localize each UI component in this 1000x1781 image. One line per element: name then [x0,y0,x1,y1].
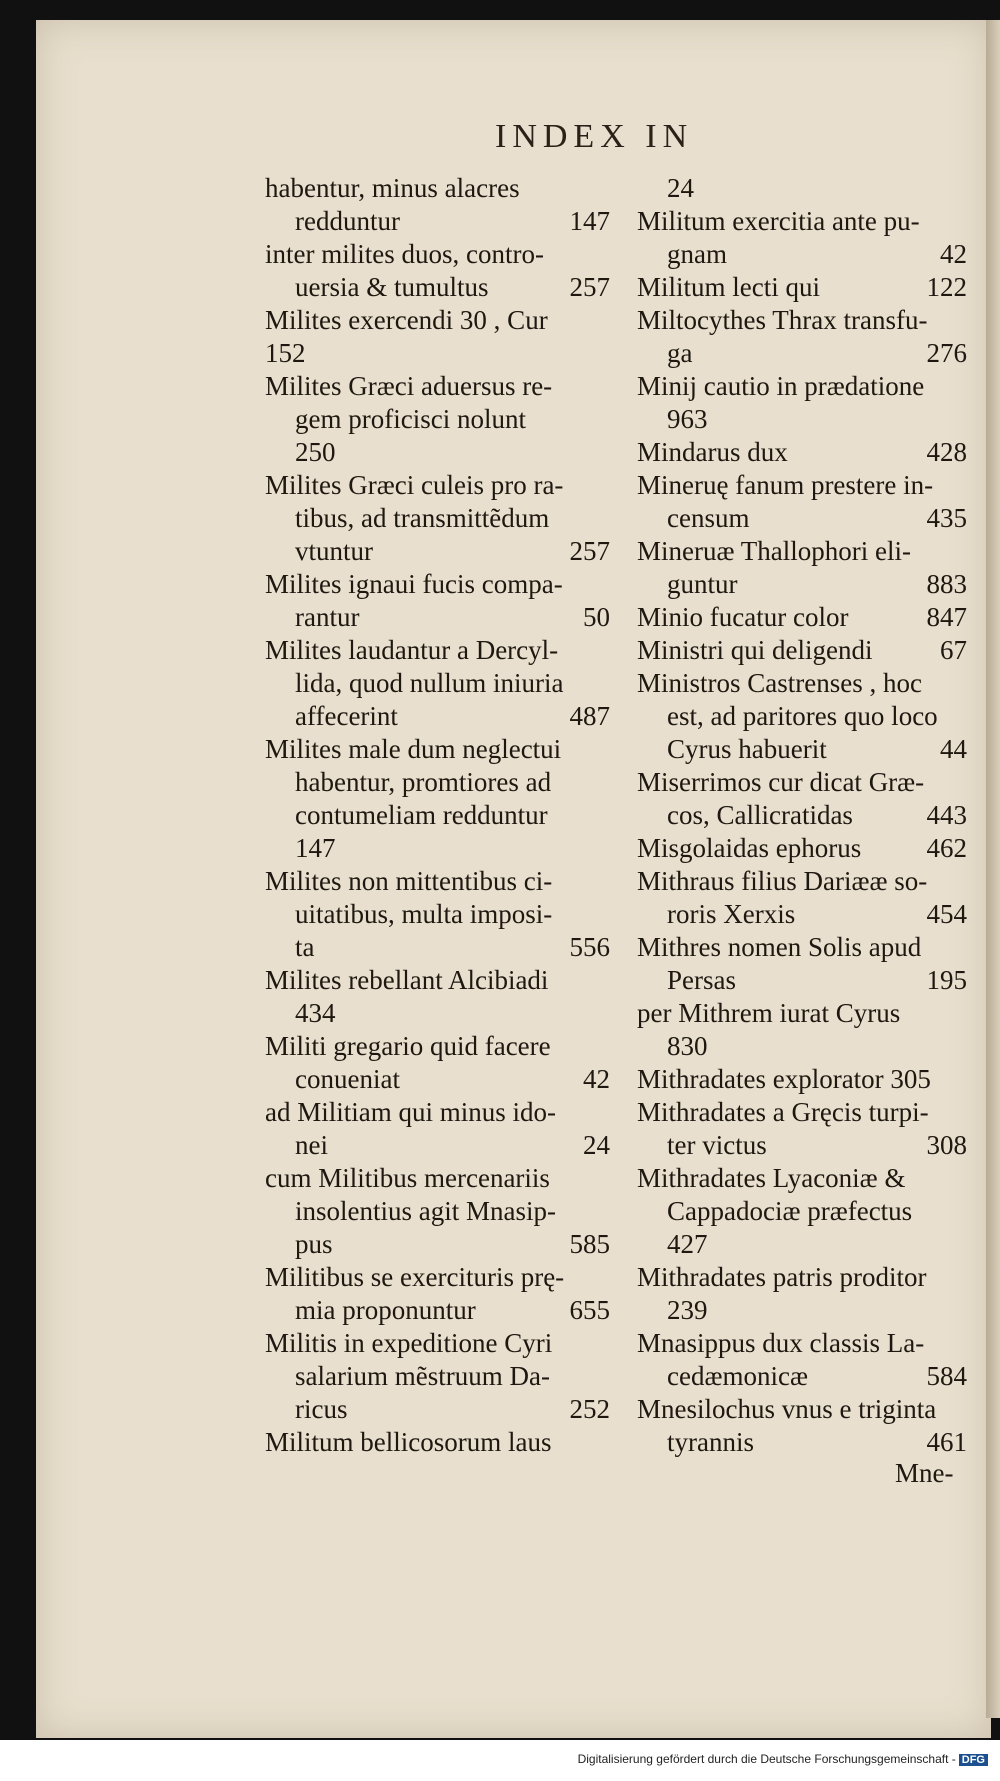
index-entry-line [637,931,967,964]
index-entry-line [637,799,967,832]
index-entry-line [637,964,967,997]
index-entry-line [265,1030,610,1063]
index-entry-line [637,832,967,865]
index-entry-line [265,337,610,370]
index-entry-text: insolentius agit Mnasip- [295,1196,556,1226]
index-entry-text: rantur [295,602,360,632]
index-entry-line [637,997,967,1030]
index-entry-line [637,403,967,436]
index-entry-page-number: 195 [926,965,967,995]
index-entry-page-number: 147 [569,206,610,236]
index-entry-line [265,997,610,1030]
index-entry-text: per Mithrem iurat Cyrus [637,998,901,1028]
index-entry-line [637,172,967,205]
index-entry-line [265,1195,610,1228]
index-entry-text: 152 [265,338,306,368]
index-entry-text: Militum bellicosorum laus [265,1427,552,1457]
index-entry-text: ter victus [667,1130,767,1160]
index-entry-text: Miltocythes Thrax transfu- [637,305,928,335]
index-entry-page-number: 585 [569,1229,610,1259]
index-entry-line [265,1063,610,1096]
index-entry-text: Mithradates Lyaconiæ & [637,1163,906,1193]
index-entry-line [637,1129,967,1162]
index-entry-line [637,304,967,337]
index-entry-text: guntur [667,569,738,599]
index-entry-line [265,403,610,436]
index-entry-text: Militibus se exercituris prę- [265,1262,565,1292]
index-entry-line [265,304,610,337]
index-entry-text: tibus, ad transmittẽdum [295,503,550,533]
index-entry-line [637,469,967,502]
index-entry-page-number: 50 [583,602,610,632]
index-entry-text: Mithradates explorator 305 [637,1064,931,1094]
index-entry-text: gem proficisci nolunt [295,404,526,434]
index-entry-page-number: 487 [569,701,610,731]
index-entry-line [265,634,610,667]
index-entry-line [637,766,967,799]
index-entry-page-number: 42 [940,239,967,269]
index-entry-line [265,502,610,535]
index-entry-line [265,667,610,700]
index-entry-page-number: 584 [926,1361,967,1391]
index-entry-line [265,1294,610,1327]
index-entry-line [265,799,610,832]
index-entry-text: 147 [295,833,336,863]
index-entry-text: mia proponuntur [295,1295,476,1325]
index-entry-line [637,1063,967,1096]
index-entry-text: Persas [667,965,736,995]
index-entry-line [265,1327,610,1360]
index-entry-line [637,502,967,535]
index-entry-line [637,238,967,271]
index-entry-line [637,1030,967,1063]
index-entry-line [265,205,610,238]
index-entry-line [265,865,610,898]
index-entry-text: Miserrimos cur dicat Græ- [637,767,925,797]
index-entry-text: pus [295,1229,333,1259]
index-entry-line [265,238,610,271]
index-entry-text: Mineruę fanum prestere in- [637,470,934,500]
index-entry-line [265,766,610,799]
index-entry-line [265,172,610,205]
index-entry-page-number: 67 [940,635,967,665]
index-entry-text: ta [295,932,315,962]
index-entry-text: Cappadociæ præfectus [667,1196,913,1226]
index-entry-text: Militum exercitia ante pu- [637,206,920,236]
index-entry-text: Mithraus filius Dariææ so- [637,866,928,896]
index-entry-text: Mithradates a Gręcis turpi- [637,1097,929,1127]
index-entry-text: contumeliam redduntur [295,800,548,830]
index-entry-line [265,1129,610,1162]
index-entry-line [637,634,967,667]
index-entry-text: cos, Callicratidas [667,800,853,830]
index-entry-line [637,1228,967,1261]
footer-credit-text: Digitalisierung gefördert durch die Deutsche Forschungsgemeinschaft - [577,1752,956,1766]
index-entry-line [637,337,967,370]
index-entry-line [637,370,967,403]
index-entry-text: Mnesilochus vnus e triginta [637,1394,937,1424]
index-entry-page-number: 257 [569,536,610,566]
index-entry-text: est, ad paritores quo loco [667,701,938,731]
index-entry-page-number: 257 [569,272,610,302]
index-entry-text: Militi gregario quid facere [265,1031,551,1061]
index-entry-page-number: 655 [569,1295,610,1325]
index-entry-text: Mindarus dux [637,437,788,467]
index-entry-page-number: 443 [926,800,967,830]
index-entry-text: Ministros Castrenses , hoc [637,668,922,698]
index-entry-text: Milites Græci culeis pro ra- [265,470,564,500]
index-entry-line [637,1393,967,1426]
index-entry-line [637,1261,967,1294]
index-entry-line [265,1228,610,1261]
index-entry-page-number: 428 [926,437,967,467]
index-entry-text: Ministri qui deligendi [637,635,873,665]
index-entry-line [637,700,967,733]
index-entry-line [265,1426,610,1459]
index-entry-text: inter milites duos, contro- [265,239,544,269]
index-entry-line [265,271,610,304]
index-entry-line [637,205,967,238]
index-entry-text: uersia & tumultus [295,272,489,302]
index-entry-line [637,601,967,634]
index-column-left [265,172,610,1459]
index-entry-line [637,1426,967,1459]
running-head: INDEX IN [495,118,694,155]
index-entry-text: vtuntur [295,536,373,566]
index-entry-line [265,1393,610,1426]
index-entry-text: Militis in expeditione Cyri [265,1328,553,1358]
index-entry-page-number: 308 [926,1130,967,1160]
index-entry-line [265,898,610,931]
index-entry-text: 24 [667,173,694,203]
index-entry-text: Milites ignaui fucis compa- [265,569,563,599]
index-entry-text: redduntur [295,206,400,236]
index-entry-line [637,1096,967,1129]
index-entry-text: 963 [667,404,708,434]
index-entry-line [637,733,967,766]
footer-credit [578,1752,988,1766]
index-entry-line [637,1294,967,1327]
index-entry-text: conueniat [295,1064,400,1094]
index-entry-page-number: 462 [926,833,967,863]
index-entry-text: Mithres nomen Solis apud [637,932,922,962]
index-entry-line [265,700,610,733]
index-entry-line [265,1360,610,1393]
index-entry-text: habentur, minus alacres [265,173,520,203]
index-entry-text: Milites Græci aduersus re- [265,371,553,401]
index-entry-line [265,733,610,766]
index-entry-text: 434 [295,998,336,1028]
page-edge [986,20,1000,1718]
index-entry-text: Milites laudantur a Dercyl- [265,635,559,665]
index-entry-text: Milites rebellant Alcibiadi [265,965,549,995]
index-entry-line [265,1162,610,1195]
index-entry-text: Milites male dum neglectui [265,734,562,764]
index-entry-text: habentur, promtiores ad [295,767,552,797]
dfg-logo: DFG [959,1754,988,1766]
index-entry-line [265,601,610,634]
index-entry-page-number: 42 [583,1064,610,1094]
index-entry-text: tyrannis [667,1427,754,1457]
index-entry-line [637,667,967,700]
index-entry-page-number: 44 [940,734,967,764]
index-entry-page-number: 461 [926,1427,967,1457]
index-entry-text: 250 [295,437,336,467]
index-entry-line [637,1162,967,1195]
index-entry-text: 427 [667,1229,708,1259]
index-entry-line [265,1096,610,1129]
index-entry-text: ga [667,338,693,368]
index-entry-line [265,1261,610,1294]
index-entry-text: uitatibus, multa imposi- [295,899,553,929]
index-entry-line [637,568,967,601]
index-entry-page-number: 435 [926,503,967,533]
index-entry-text: nei [295,1130,328,1160]
index-entry-text: gnam [667,239,727,269]
index-entry-line [637,1327,967,1360]
index-entry-text: Minij cautio in prædatione [637,371,925,401]
index-entry-page-number: 847 [926,602,967,632]
index-entry-text: Mineruæ Thallophori eli- [637,536,911,566]
index-entry-text: 830 [667,1031,708,1061]
index-entry-text: Milites non mittentibus ci- [265,866,553,896]
index-entry-line [637,436,967,469]
index-entry-line [637,1360,967,1393]
index-entry-line [265,436,610,469]
index-entry-text: salarium mẽstruum Da- [295,1361,550,1391]
index-entry-text: Misgolaidas ephorus [637,833,862,863]
index-entry-page-number: 24 [583,1130,610,1160]
index-entry-line [265,370,610,403]
index-entry-text: ad Militiam qui minus ido- [265,1097,556,1127]
index-entry-line [637,865,967,898]
index-entry-text: Mnasippus dux classis La- [637,1328,925,1358]
index-entry-page-number: 252 [569,1394,610,1424]
index-entry-line [265,535,610,568]
index-entry-page-number: 122 [926,272,967,302]
index-entry-page-number: 276 [926,338,967,368]
index-entry-text: Militum lecti qui [637,272,820,302]
index-entry-text: Minio fucatur color [637,602,849,632]
index-entry-page-number: 883 [926,569,967,599]
index-entry-text: ricus [295,1394,348,1424]
index-entry-text: censum [667,503,750,533]
index-entry-text: cedæmonicæ [667,1361,808,1391]
index-entry-text: affecerint [295,701,398,731]
index-entry-line [265,469,610,502]
catchword: Mne- [895,1458,954,1488]
index-entry-text: 239 [667,1295,708,1325]
index-entry-text: lida, quod nullum iniuria [295,668,564,698]
index-entry-line [265,832,610,865]
index-entry-line [265,931,610,964]
index-entry-line [637,898,967,931]
index-entry-line [265,568,610,601]
index-entry-text: cum Militibus mercenariis [265,1163,550,1193]
index-entry-line [637,271,967,304]
index-entry-text: Cyrus habuerit [667,734,827,764]
index-entry-line [265,964,610,997]
index-entry-text: Mithradates patris proditor [637,1262,927,1292]
index-entry-text: roris Xerxis [667,899,796,929]
footer-bar [0,1740,1000,1781]
index-entry-line [637,1195,967,1228]
index-column-right [637,172,967,1459]
index-entry-page-number: 556 [569,932,610,962]
index-entry-text: Milites exercendi 30 , Cur [265,305,548,335]
index-entry-page-number: 454 [926,899,967,929]
index-entry-line [637,535,967,568]
